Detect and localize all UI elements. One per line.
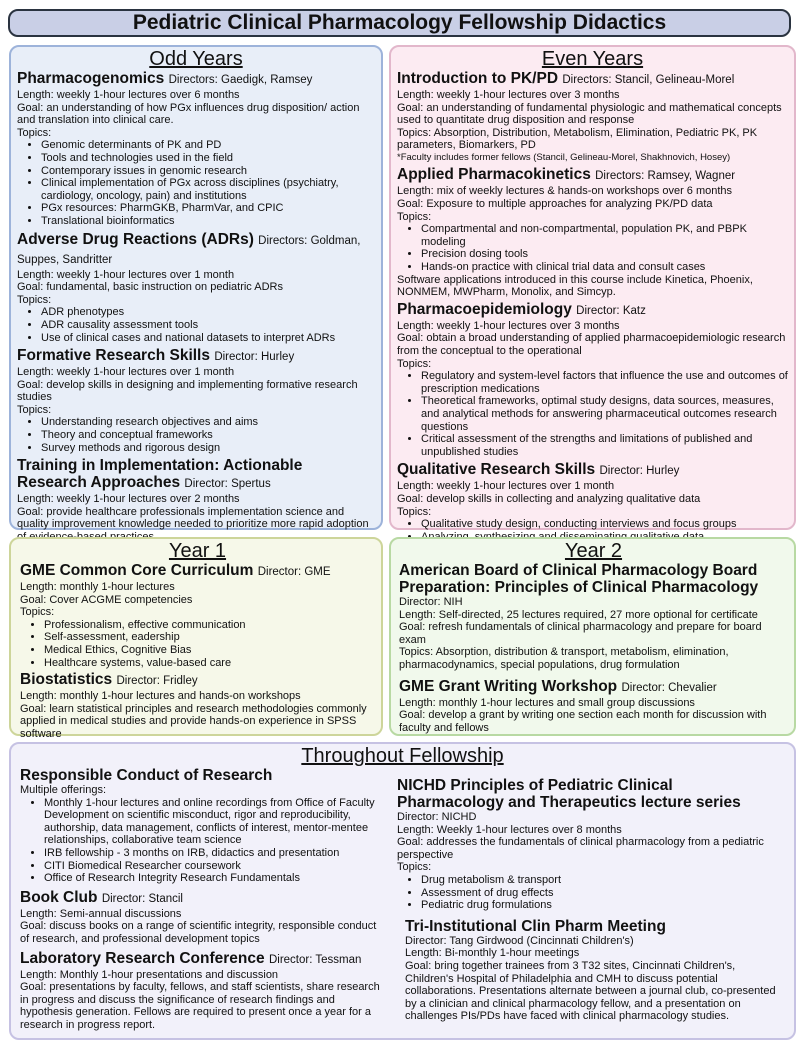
- course-directors: Director: Stancil: [101, 892, 183, 905]
- course-applied-pharmacokinetics: [397, 166, 788, 298]
- course-title: Qualitative Research Skills: [397, 461, 596, 479]
- course-length: Length: Self-directed, 25 lectures required, 27 more optional for certificate: [399, 608, 758, 621]
- list-item: • Drug metabolism & transport: [421, 874, 783, 887]
- course-title: Applied Pharmacokinetics: [397, 166, 591, 184]
- list-item: • Monthly 1-hour lectures and online recordings from Office of Faculty Development on scientific misconduct, rigor and reproducibility, authorship, data management, conflicts of interest, mentor-mentee relationships, collaborative team science: [44, 797, 382, 847]
- faculty-note: *Faculty includes former fellows (Stancil, Gelineau-Morel, Shakhnovich, Hosey): [397, 151, 731, 163]
- course-directors: Director: Tessman: [268, 953, 362, 966]
- list-item: • Understanding research objectives and aims: [41, 416, 375, 429]
- throughout-left-column: [20, 767, 382, 1032]
- odd-years-heading: Odd Years: [149, 48, 243, 70]
- course-responsible-conduct: [20, 767, 382, 885]
- course-goal: Goal: refresh fundamentals of clinical pharmacology and prepare for board exam: [399, 621, 762, 646]
- course-pharmacoepidemiology: [397, 301, 788, 459]
- list-item: • Hands-on practice with clinical trial data and consult cases: [421, 261, 788, 274]
- course-title: Tri-Institutional Clin Pharm Meeting: [405, 917, 666, 935]
- list-item: • ADR causality assessment tools: [41, 319, 375, 332]
- list-item: • Critical assessment of the strengths and limitations of published and unpublished studies: [421, 433, 788, 458]
- year-2-heading: Year 2: [564, 540, 623, 562]
- course-length: Length: monthly 1-hour lectures and small group discussions: [399, 696, 695, 709]
- list-item: • CITI Biomedical Researcher coursework: [44, 860, 382, 873]
- topics-label: Topics:: [397, 210, 432, 223]
- course-length: Length: Monthly 1-hour presentations and discussion: [20, 968, 279, 981]
- course-lab-research-conference: [20, 950, 382, 1032]
- course-goal: Goal: develop a grant by writing one section each month for discussion with faculty and fellows: [399, 709, 767, 734]
- list-item: • Clinical implementation of PGx across disciplines (psychiatry, cardiology, oncology, pain) and institutions: [41, 177, 375, 202]
- course-length: Length: mix of weekly lectures & hands-on workshops over 6 months: [397, 185, 733, 198]
- course-goal: Goal: presentations by faculty, fellows, and staff scientists, share research in progress and discuss the significance of research findings and hypothesis generation. Fellows are required to present once a year for a research in progress report.: [20, 981, 380, 1031]
- course-formative-research-skills: [17, 347, 375, 454]
- course-title: Responsible Conduct of Research: [20, 767, 273, 784]
- course-length: Length: Weekly 1-hour lectures over 8 months: [397, 823, 622, 836]
- course-title: GME Common Core Curriculum: [20, 562, 254, 579]
- page-title: Pediatric Clinical Pharmacology Fellowship Didactics: [132, 11, 667, 34]
- course-training-in-implementation: [17, 457, 375, 543]
- course-length: Length: monthly 1-hour lectures: [20, 581, 175, 593]
- course-directors: Director: NIH: [399, 596, 463, 608]
- course-directors: Directors: Gaedigk, Ramsey: [168, 74, 313, 86]
- course-length: Length: monthly 1-hour lectures and hands-on workshops: [20, 690, 301, 703]
- course-title: Laboratory Research Conference: [20, 949, 265, 967]
- course-goal: Goal: addresses the fundamentals of clinical pharmacology from a pediatric perspective: [397, 836, 764, 861]
- course-title: Introduction to PK/PD: [397, 70, 559, 87]
- course-goal: Goal: fundamental, basic instruction on pediatric ADRs: [17, 281, 283, 294]
- list-item: • Pediatric drug formulations: [421, 899, 783, 912]
- course-goal: Goal: Exposure to multiple approaches for analyzing PK/PD data: [397, 198, 713, 211]
- course-goal: Goal: provide healthcare professionals implementation science and quality improvement knowledge needed to prioritize more rapid adoption: [17, 505, 369, 531]
- course-book-club: [20, 889, 382, 946]
- course-directors: Director: Fridley: [116, 675, 198, 688]
- topics-label: Topics:: [17, 293, 52, 306]
- course-nichd-lecture-series: [397, 777, 783, 912]
- odd-years-panel: [9, 45, 383, 530]
- course-goal: Goal: develop skills in designing and implementing formative research studies: [17, 378, 358, 404]
- list-item: • Assessment of drug effects: [421, 887, 783, 900]
- list-item: • Healthcare systems, value-based care: [44, 657, 375, 670]
- topics-list: [17, 139, 375, 227]
- list-item: • Use of clinical cases and national datasets to interpret ADRs: [41, 332, 375, 345]
- topics-label: Topics:: [17, 126, 52, 139]
- course-goal: Goal: Cover ACGME competencies: [20, 593, 193, 606]
- course-length: Length: weekly 1-hour lectures over 2 months: [17, 493, 240, 506]
- list-item: • Precision dosing tools: [421, 248, 788, 261]
- throughout-right-column: [397, 777, 783, 1023]
- year-2-panel: [389, 537, 796, 736]
- topics-label: Topics:: [397, 861, 432, 874]
- list-item: • Tools and technologies used in the field: [41, 152, 375, 165]
- course-goal: Goal: discuss books on a range of scientific integrity, responsible conduct of research, and professional development topics: [20, 920, 377, 945]
- course-title: NICHD Principles of Pediatric Clinical Pharmacology and Therapeutics lecture series: [397, 777, 741, 811]
- course-length: Length: weekly 1-hour lectures over 1 month: [17, 366, 235, 379]
- course-length: Length: weekly 1-hour lectures over 1 month: [17, 268, 235, 281]
- list-item: • Contemporary issues in genomic research: [41, 165, 375, 178]
- list-item: • Qualitative study design, conducting interviews and focus groups: [421, 518, 788, 531]
- course-intro-pk-pd: [397, 70, 788, 163]
- list-item: • Compartmental and non-compartmental, population PK, and PBPK modeling: [421, 223, 788, 248]
- course-title: GME Grant Writing Workshop: [399, 677, 618, 695]
- topics-list: [17, 306, 375, 344]
- course-title: Pharmacoepidemiology: [397, 300, 572, 318]
- offerings-list: [20, 797, 382, 885]
- course-goal: Goal: an understanding of how PGx influences drug disposition/ action and translation into clinical care.: [17, 101, 360, 127]
- throughout-heading: Throughout Fellowship: [301, 745, 504, 767]
- course-length: Length: Semi-annual discussions: [20, 907, 182, 920]
- course-title: Book Club: [20, 888, 98, 906]
- course-directors: Directors: Stancil, Gelineau-Morel: [562, 74, 735, 86]
- course-adverse-drug-reactions: [17, 231, 375, 345]
- list-item: • PGx resources: PharmGKB, PharmVar, and CPIC: [41, 202, 375, 215]
- list-item: • Genomic determinants of PK and PD: [41, 139, 375, 152]
- course-goal: Goal: learn statistical principles and research methodologies commonly applied in medical studies and provide hands-on experience in SPSS software: [20, 702, 367, 740]
- course-abcp-board-prep: [399, 562, 788, 672]
- list-item: • Theoretical frameworks, optimal study designs, data sources, measures, and analytical methods for answering pharmaceutical outcomes research questions: [421, 395, 788, 433]
- course-directors: Director: Tang Girdwood (Cincinnati Children's): [405, 934, 634, 947]
- list-item: • Survey methods and rigorous design: [41, 442, 375, 455]
- topics-label: Topics:: [17, 403, 52, 416]
- course-directors: Director: Katz: [576, 304, 646, 317]
- course-pharmacogenomics: [17, 70, 375, 228]
- list-item: • Medical Ethics, Cognitive Bias: [44, 644, 375, 657]
- list-item: • Self-assessment, eadership: [44, 631, 375, 644]
- course-title: Pharmacogenomics: [17, 70, 165, 87]
- course-goal: Goal: obtain a broad understanding of applied pharmacoepidemiologic research from the conceptual to the operational: [397, 332, 786, 357]
- course-biostatistics: [20, 671, 375, 740]
- throughout-fellowship-panel: [9, 742, 796, 1040]
- course-title: Biostatistics: [20, 671, 113, 689]
- course-topics: Topics: Absorption, distribution & transport, metabolism, elimination, pharmacodynamics, special populations, drug formulation: [399, 646, 729, 671]
- course-directors: Director: GME: [257, 566, 331, 578]
- list-item: • Theory and conceptual frameworks: [41, 429, 375, 442]
- topics-list: [17, 416, 375, 454]
- course-directors: Director: Hurley: [214, 351, 295, 364]
- year-1-panel: [9, 537, 383, 740]
- course-directors: Directors: Goldman, Suppes, Sandritter: [17, 234, 361, 266]
- topics-list: [397, 223, 788, 273]
- software-note: Software applications introduced in this course include Kinetica, Phoenix, NONMEM, MWPharm, Monolix, and Simcyp.: [397, 273, 753, 299]
- course-title: Formative Research Skills: [17, 347, 210, 365]
- topics-list: [397, 370, 788, 458]
- course-length: Length: weekly 1-hour lectures over 6 months: [17, 89, 240, 101]
- topics-label: Topics:: [20, 606, 55, 619]
- course-length: Length: weekly 1-hour lectures over 3 months: [397, 319, 620, 332]
- page-title-bar: [8, 9, 791, 37]
- list-item: • IRB fellowship - 3 months on IRB, didactics and presentation: [44, 847, 382, 860]
- list-item: • Translational bioinformatics: [41, 215, 375, 228]
- course-gme-common-core: [20, 562, 375, 669]
- course-length: Length: weekly 1-hour lectures over 1 month: [397, 480, 615, 493]
- course-title: Adverse Drug Reactions (ADRs): [17, 230, 254, 248]
- course-length: Length: Bi-monthly 1-hour meetings: [405, 947, 580, 960]
- even-years-panel: [389, 45, 796, 530]
- list-item: • ADR phenotypes: [41, 306, 375, 319]
- course-topics: Topics: Absorption, Distribution, Metabolism, Elimination, Pediatric PK, PK parameters, Biomarkers, PD: [397, 126, 758, 152]
- topics-label: Topics:: [397, 505, 432, 518]
- course-directors: Director: Spertus: [184, 478, 271, 491]
- course-tri-institutional-meeting: [397, 918, 783, 1023]
- offerings-label: Multiple offerings:: [20, 784, 107, 796]
- course-gme-grant-writing: [399, 678, 788, 735]
- even-years-heading: Even Years: [541, 48, 644, 70]
- topics-list: [397, 874, 783, 912]
- topics-list: [20, 619, 375, 669]
- course-goal: Goal: develop skills in collecting and analyzing qualitative data: [397, 492, 701, 505]
- course-directors: Director: Chevalier: [621, 681, 717, 694]
- course-goal: Goal: an understanding of fundamental physiologic and mathematical concepts used to quantitate drug disposition and response: [397, 101, 782, 127]
- course-title: Training in Implementation: Actionable Research Approaches: [17, 457, 303, 492]
- topics-label: Topics:: [397, 357, 432, 370]
- course-directors: Directors: Ramsey, Wagner: [595, 170, 736, 183]
- list-item: • Regulatory and system-level factors that influence the use and outcomes of prescription medications: [421, 370, 788, 395]
- list-item: • Professionalism, effective communication: [44, 619, 375, 632]
- course-length: Length: weekly 1-hour lectures over 3 months: [397, 89, 620, 101]
- course-directors: Director: NICHD: [397, 811, 477, 823]
- list-item: • Office of Research Integrity Research Fundamentals: [44, 872, 382, 885]
- course-title: American Board of Clinical Pharmacology Board Preparation: Principles of Clinical Pharmacology: [399, 562, 759, 596]
- year-1-heading: Year 1: [168, 540, 227, 562]
- course-goal: Goal: bring together trainees from 3 T32 sites, Cincinnati Children's, Children's Hospital of Philadelphia and CMH to discuss potential collaborations. Presentations alternate between a journal club, co-presented by a clinician and clinical pharmacology fellow, and a presentation on challenges PIs/PDs have faced with clinical pharmacology studies.: [405, 959, 776, 1023]
- course-directors: Director: Hurley: [599, 465, 680, 478]
- course-qualitative-research-skills: [397, 461, 788, 543]
